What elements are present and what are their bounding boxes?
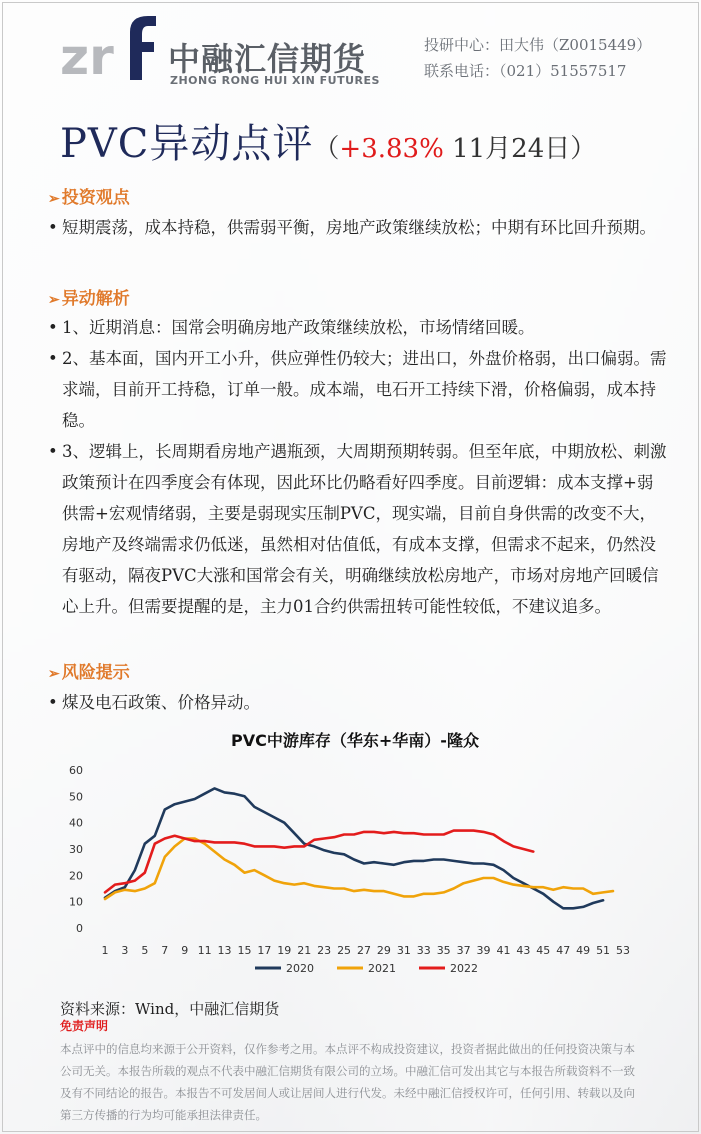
- x-tick-label: 21: [297, 944, 312, 957]
- x-tick-label: 25: [337, 944, 352, 957]
- arrow-right-icon: ➢: [48, 666, 60, 682]
- x-tick-label: 41: [496, 944, 511, 957]
- x-tick-label: 5: [141, 944, 149, 957]
- x-tick-label: 1: [101, 944, 109, 957]
- y-tick-label: 30: [69, 843, 83, 856]
- x-tick-label: 49: [576, 944, 591, 957]
- x-tick-label: 33: [416, 944, 431, 957]
- y-tick-label: 0: [76, 922, 83, 935]
- price-change: +3.83%: [339, 134, 444, 164]
- arrow-right-icon: ➢: [48, 191, 60, 207]
- list-item: • 3、逻辑上，长周期看房地产遇瓶颈，大周期预期转弱。但至年底，中期放松、刺激政策预计在四季度会有体现，因此环比仍略看好四季度。目前逻辑：成本支撑+弱供需+宏观情绪弱，主要是弱现实压制PVC，现实端，目前自身供需的改变不大，房地产及终端需求仍低迷，虽然相对估值低，有成本支撑，但需求不起来，仍然没有驱动，隔夜PVC大涨和国常会有关，明确继续放松房地产，市场对房地产回暖信心上升。但需要提醒的是，主力01合约供需扭转可能性较低，不建议追多。: [48, 436, 668, 622]
- x-tick-label: 43: [516, 944, 531, 957]
- bullet-icon: •: [48, 218, 58, 237]
- y-tick-label: 60: [69, 764, 83, 777]
- list-item: • 煤及电石政策、价格异动。: [48, 687, 668, 718]
- x-tick-label: 37: [456, 944, 471, 957]
- legend-label: 2020: [286, 962, 314, 975]
- x-tick-label: 27: [357, 944, 371, 957]
- legend-label: 2022: [450, 962, 478, 975]
- section-heading-view: ➢ 投资观点: [48, 188, 130, 208]
- x-tick-label: 23: [317, 944, 332, 957]
- research-center: 投研中心：田大伟（Z0015449）: [424, 36, 652, 54]
- arrow-right-icon: ➢: [48, 292, 60, 308]
- x-tick-label: 3: [121, 944, 129, 957]
- report-title: [60, 112, 596, 169]
- list-item: • 2、基本面，国内开工小升，供应弹性仍较大；进出口，外盘价格弱，出口偏弱。需求端，目前开工持稳，订单一般。成本端，电石开工持续下滑，价格偏弱，成本持稳。: [48, 343, 668, 436]
- zrf-logo-mark: [60, 12, 160, 82]
- x-tick-label: 11: [197, 944, 212, 957]
- report-date: 11月24日）: [443, 134, 597, 164]
- y-tick-label: 50: [69, 790, 83, 804]
- logo-chinese-name: 中融汇信期货: [168, 40, 367, 78]
- logo-english-name: ZHONG RONG HUI XIN FUTURES: [170, 74, 380, 87]
- disclaimer-text: 本点评中的信息均来源于公开资料，仅作参考之用。本点评不构成投资建议，投资者据此做出的任何投资决策与本公司无关。本报告所载的观点不代表中融汇信期货有限公司的立场。中融汇信可发出其它与本报告所载资料不一致及有不同结论的报告。本报告不可发居间人或让居间人进行代发。未经中融汇信授权许可，任何引用、转载以及向第三方传播的行为均可能承担法律责任。: [60, 1042, 635, 1122]
- section-heading-analysis: ➢ 异动解析: [48, 289, 130, 309]
- bullet-icon: •: [48, 693, 58, 712]
- x-tick-label: 17: [257, 944, 272, 957]
- contact-phone: 联系电话：（021）51557517: [424, 62, 627, 80]
- list-item: • 1、近期消息：国常会明确房地产政策继续放松，市场情绪回暖。: [48, 312, 668, 343]
- x-tick-label: 53: [616, 944, 630, 957]
- x-tick-label: 45: [536, 944, 551, 957]
- x-tick-label: 51: [596, 944, 611, 957]
- svg-text:zr: zr: [60, 28, 114, 82]
- contact-info: [424, 32, 651, 84]
- y-tick-label: 20: [69, 869, 83, 883]
- x-tick-label: 35: [436, 944, 451, 957]
- x-tick-label: 15: [237, 944, 252, 957]
- series-line-2022: [105, 831, 533, 893]
- bullet-icon: •: [48, 349, 58, 368]
- section-heading-risk: ➢ 风险提示: [48, 663, 130, 683]
- title-main: PVC异动点评: [60, 121, 314, 167]
- x-tick-label: 29: [376, 944, 391, 957]
- inventory-chart: [55, 722, 655, 987]
- x-tick-label: 31: [396, 944, 411, 957]
- bullet-icon: •: [48, 442, 58, 461]
- x-tick-label: 7: [161, 944, 169, 957]
- data-source: 资料来源：Wind，中融汇信期货: [60, 1000, 280, 1018]
- chart-title: PVC中游库存（华东+华南）-隆众: [231, 731, 479, 750]
- y-tick-label: 40: [69, 816, 83, 830]
- chart-plot: [55, 722, 655, 987]
- x-tick-label: 39: [476, 944, 491, 957]
- disclaimer-heading: 免责声明: [60, 1019, 109, 1033]
- x-tick-label: 13: [217, 944, 232, 957]
- list-item: • 短期震荡，成本持稳，供需弱平衡，房地产政策继续放松；中期有环比回升预期。: [48, 212, 668, 243]
- x-tick-label: 47: [556, 944, 571, 957]
- x-tick-label: 19: [277, 944, 292, 957]
- legend-label: 2021: [368, 962, 396, 975]
- bullet-icon: •: [48, 318, 58, 337]
- x-tick-label: 9: [181, 944, 189, 957]
- title-paren: （: [313, 134, 340, 164]
- y-tick-label: 10: [69, 895, 83, 909]
